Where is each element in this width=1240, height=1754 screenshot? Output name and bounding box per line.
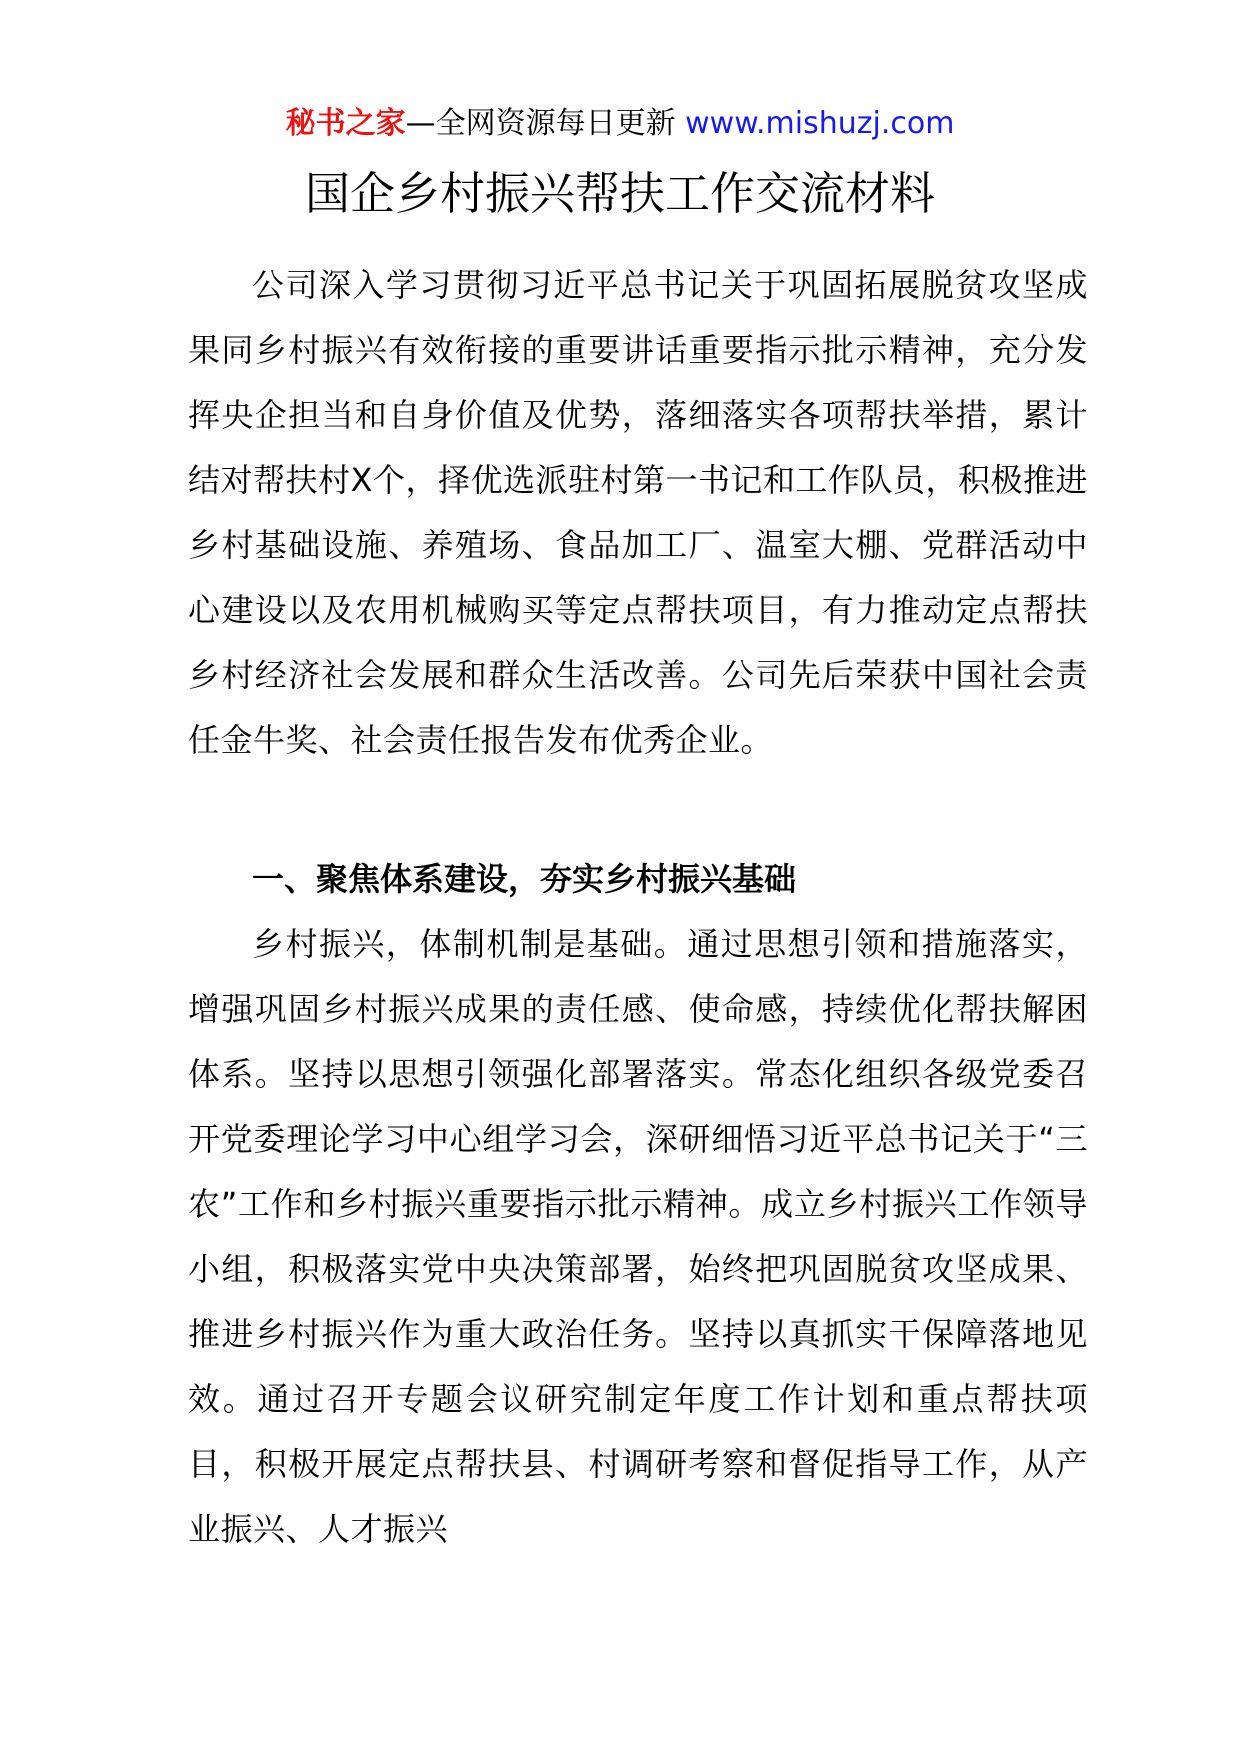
section-1-paragraph: 乡村振兴，体制机制是基础。通过思想引领和措施落实，增强巩固乡村振兴成果的责任感、使命感，持续优化帮扶解困体系。坚持以思想引领强化部署落实。常态化组织各级党委召开党委理论学习中心组学习会，深研细悟习近平总书记关于“三农”工作和乡村振兴重要指示批示精神。成立乡村振兴工作领导小组，积极落实党中央决策部署，始终把巩固脱贫攻坚成果、推进乡村振兴作为重大政治任务。坚持以真抓实干保障落地见效。通过召开专题会议研究制定年度工作计划和重点帮扶项目，积极开展定点帮扶县、村调研考察和督促指导工作，从产业振兴、人才振兴 [188,925,1088,1548]
intro-paragraph: 公司深入学习贯彻习近平总书记关于巩固拓展脱贫攻坚成果同乡村振兴有效衔接的重要讲话重要指示批示精神，充分发挥央企担当和自身价值及优势，落细落实各项帮扶举措，累计结对帮扶村X个，择优选派驻村第一书记和工作队员，积极推进乡村基础设施、养殖场、食品加工厂、温室大棚、党群活动中心建设以及农用机械购买等定点帮扶项目，有力推动定点帮扶乡村经济社会发展和群众生活改善。公司先后荣获中国社会责任金牛奖、社会责任报告发布优秀企业。 [188,266,1088,759]
watermark-header [0,100,1240,148]
section-heading-1: 一、聚焦体系建设，夯实乡村振兴基础 [252,860,797,898]
site-url-link[interactable]: www.mishuzj.com [685,106,955,141]
document-title: 国企乡村振兴帮扶工作交流材料 [304,167,935,220]
brand-name: 秘书之家 [285,106,406,141]
brand-slogan: —全网资源每日更新 [405,106,676,141]
